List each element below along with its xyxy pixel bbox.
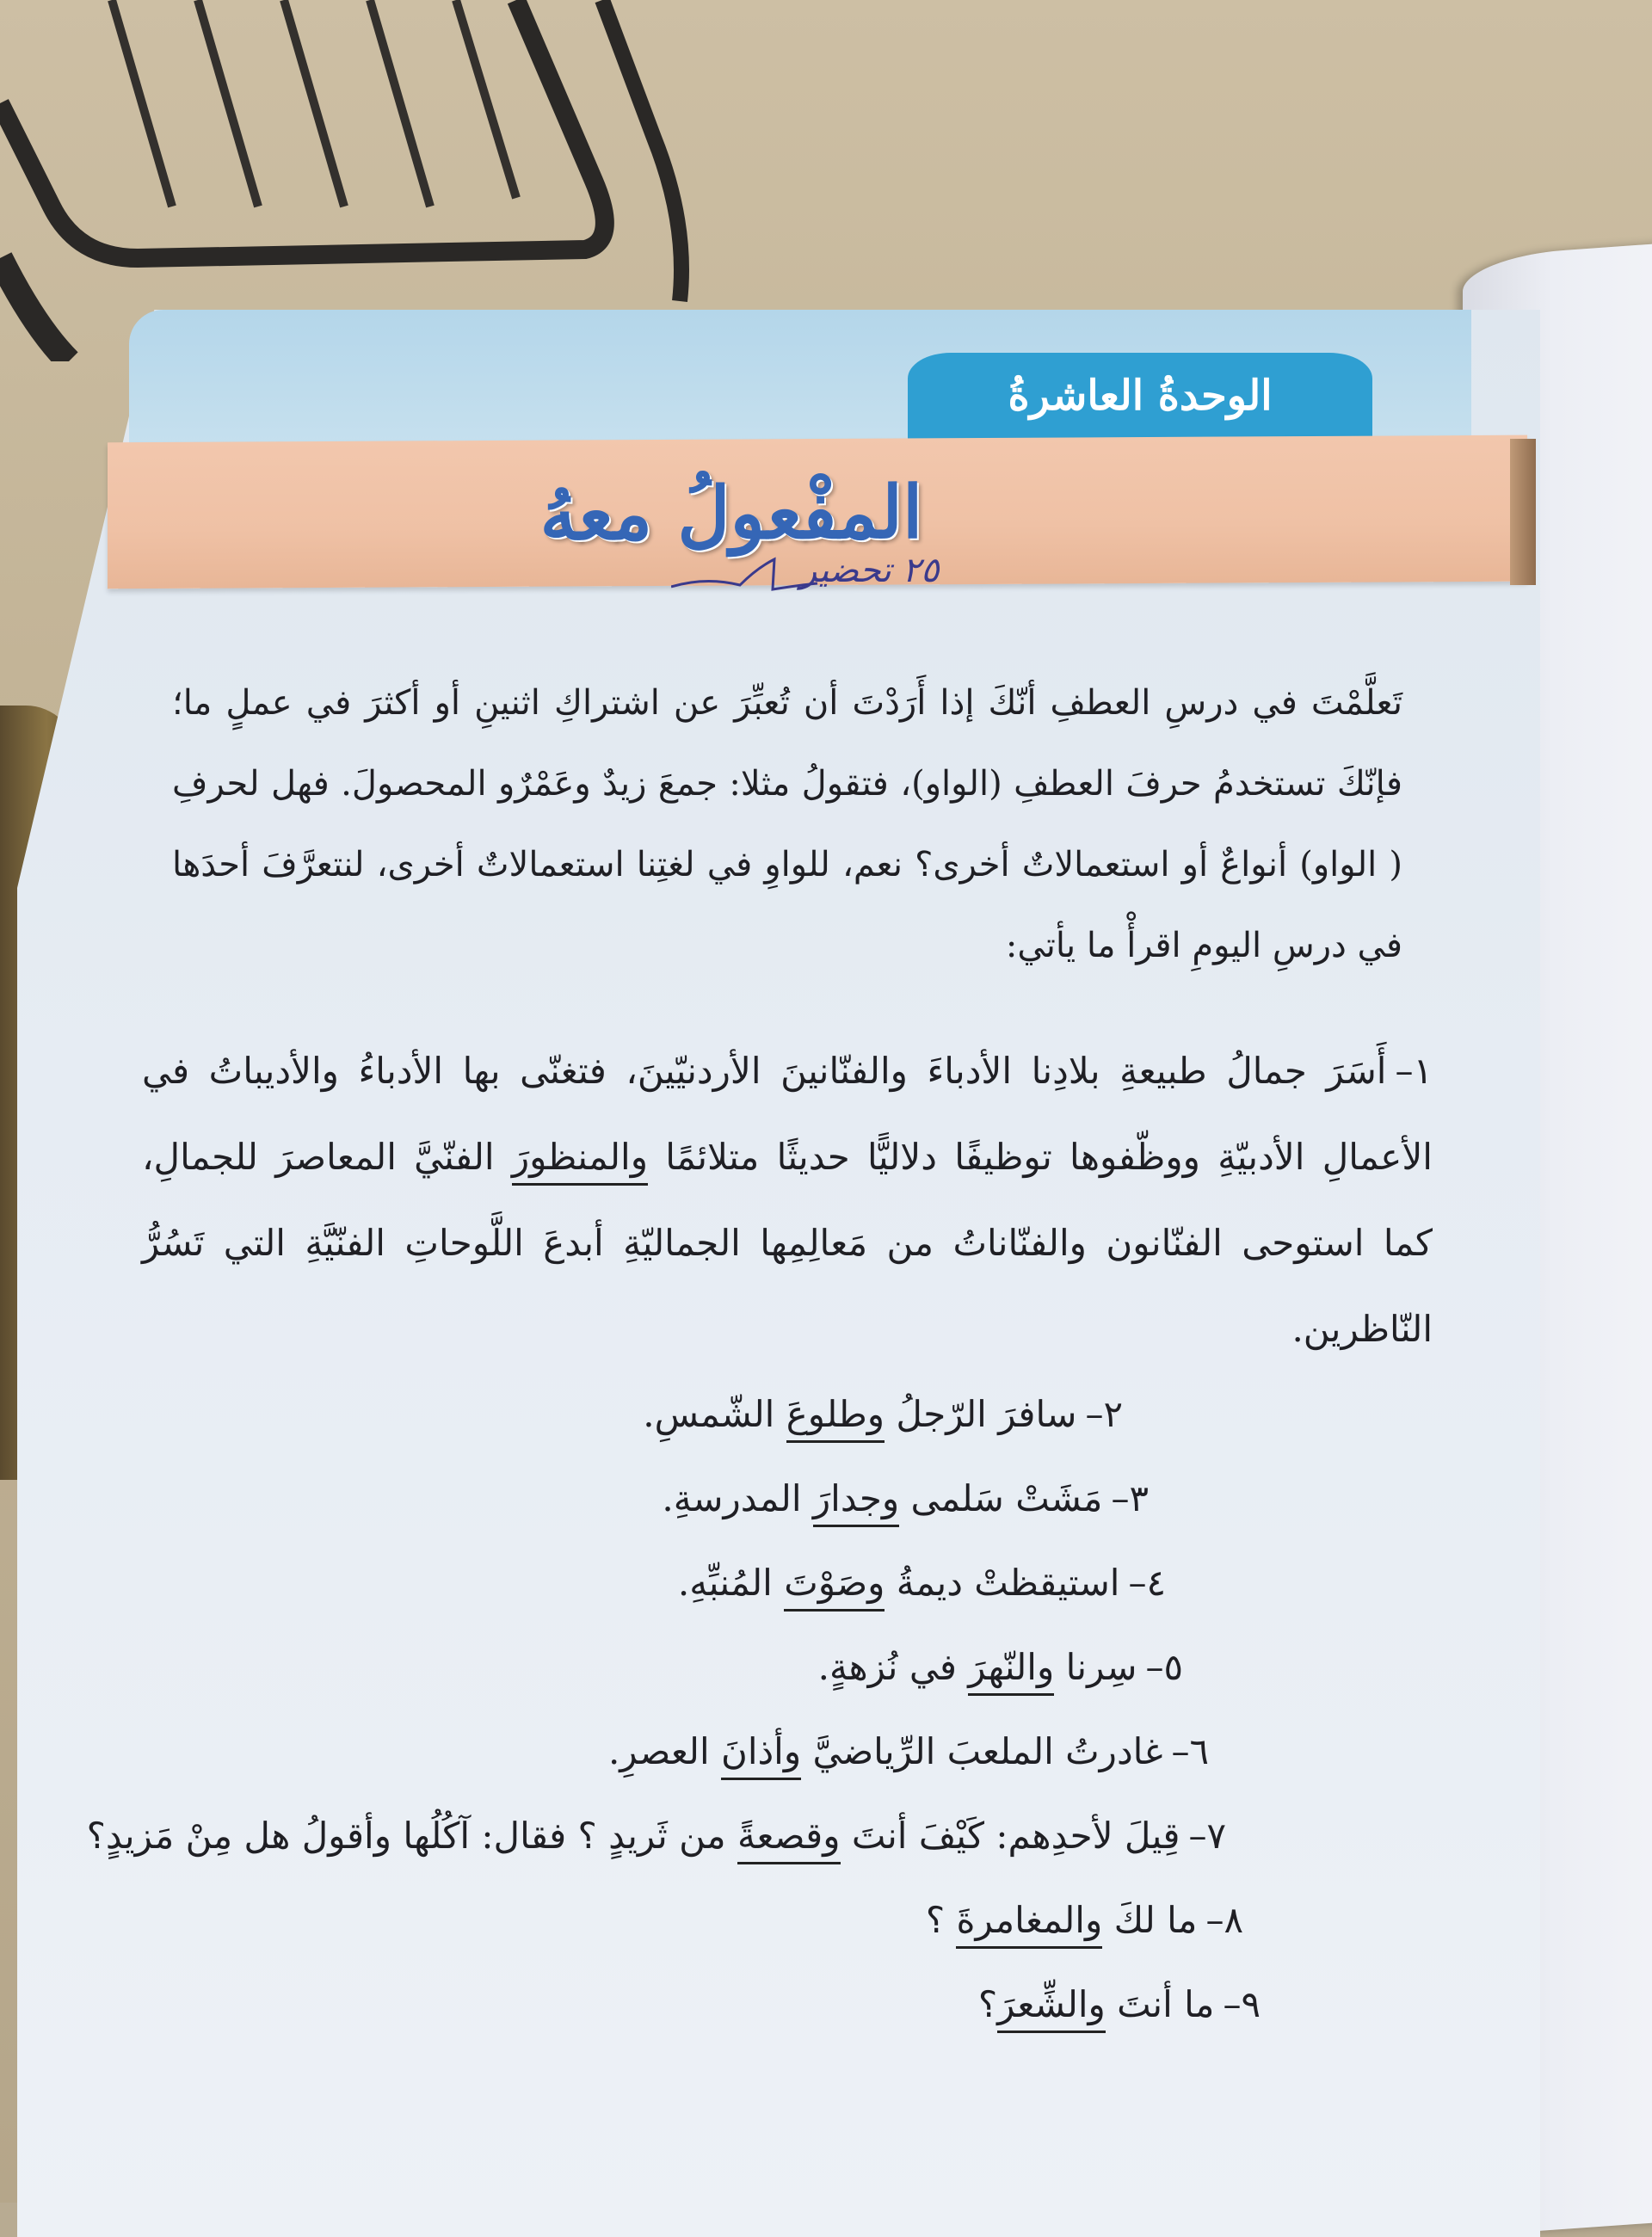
example-text: سافرَ الرّجلُ [885,1393,1077,1435]
example-underlined: وقصعةً [737,1815,841,1864]
example-underlined: والشِّعرَ [997,1983,1106,2033]
example-underlined: والمغامرةَ [956,1899,1102,1949]
example-2 [142,1372,1123,1457]
example-text: ؟ [925,1899,957,1941]
example-3 [142,1457,1149,1541]
example-text: أَسَرَ جمالُ طبيعةِ بلادِنا الأدباءَ والفنّانينَ الأردنيّينَ، فتغنّى بها الأدباءُ والأديباتُ في الأعمالِ الأدبيّةِ ووظّفوها توظيفًا دلاليًّا حديثًا متلائمًا [142,1050,1433,1178]
example-text: ما أنتَ [1105,1983,1215,2025]
example-text: العصرِ. [607,1730,721,1772]
example-5 [142,1625,1183,1710]
example-text: المُنبِّهِ. [677,1562,785,1604]
example-underlined: وصَوْتَ [784,1562,885,1612]
example-number: ٤– [1128,1562,1166,1604]
example-text: سِرنا [1054,1646,1137,1688]
example-text: غادرتُ الملعبَ الرِّياضيَّ [801,1730,1163,1772]
chair-legs [0,0,706,361]
example-underlined: والنّهرَ [968,1646,1054,1696]
example-text: المدرسةِ. [662,1477,813,1519]
example-text: الشّمسِ. [643,1393,786,1435]
example-text: قِيلَ لأحدِهم: كَيْفَ أنتَ [840,1815,1180,1857]
example-text: مَشَتْ سَلمى [899,1477,1103,1519]
example-text: الفنّيَّ المعاصرَ للجمالِ، كما استوحى الفنّانون والفنّاناتُ من مَعالِمِها الجماليّةِ أبدعَ اللَّوحاتِ الفنّيَّةِ التي تَسُرُّ النّاظرين. [142,1136,1433,1350]
unit-tab [908,353,1372,439]
handwritten-text: ٢٥ تحضير [800,551,940,590]
example-number: ٣– [1111,1477,1149,1519]
example-number: ٨– [1205,1899,1243,1941]
example-number: ٢– [1085,1393,1123,1435]
example-9 [142,1963,1261,2047]
example-number: ١– [1395,1050,1433,1092]
example-text: في نُزهةٍ. [817,1646,969,1688]
example-number: ٩– [1223,1983,1261,2025]
handwritten-note [671,551,1015,602]
example-text: ما لكَ [1102,1899,1198,1941]
unit-label: الوحدةُ العاشرةُ [1008,372,1273,420]
example-7 [86,1794,1226,1878]
example-number: ٦– [1171,1730,1209,1772]
example-number: ٧– [1188,1815,1226,1857]
example-underlined: وطلوعَ [786,1393,885,1443]
intro-paragraph: تَعلَّمْتَ في درسِ العطفِ أنّكَ إذا أَرَدْتَ أن تُعبِّرَ عن اشتراكِ اثنينِ أو أكثرَ في عملٍ ما؛ فإنّكَ تستخدمُ حرفَ العطفِ (الواو)، فتقولُ مثلا: جمعَ زيدٌ وعَمْرٌو المحصولَ. فهل لحرفِ ( الواو) أنواعٌ أو استعمالاتٌ أخرى؟ نعم، للواوِ في لغتِنا استعمالاتٌ أخرى، لنتعرَّفَ أحدَها في درسِ اليومِ اقرأْ ما يأتي: [172,683,1402,965]
example-underlined: والمنظورَ [512,1136,648,1186]
example-underlined: وجدارَ [813,1477,899,1527]
example-6 [142,1710,1209,1794]
examples-list [86,1028,1433,2047]
example-8 [142,1878,1243,1963]
example-number: ٥– [1145,1646,1183,1688]
example-4 [142,1541,1166,1625]
title-band-edge [1510,439,1536,585]
example-text: من ثَريدٍ ؟ فقال: آكُلُها وأقولُ هل مِنْ مَزيدٍ؟ [86,1815,737,1857]
example-text: ؟ [977,1983,998,2025]
example-1 [142,1028,1433,1372]
example-text: استيقظتْ ديمةُ [885,1562,1120,1604]
example-underlined: وأذانَ [721,1730,801,1780]
lesson-title: المفْعولُ معهُ [539,468,923,557]
